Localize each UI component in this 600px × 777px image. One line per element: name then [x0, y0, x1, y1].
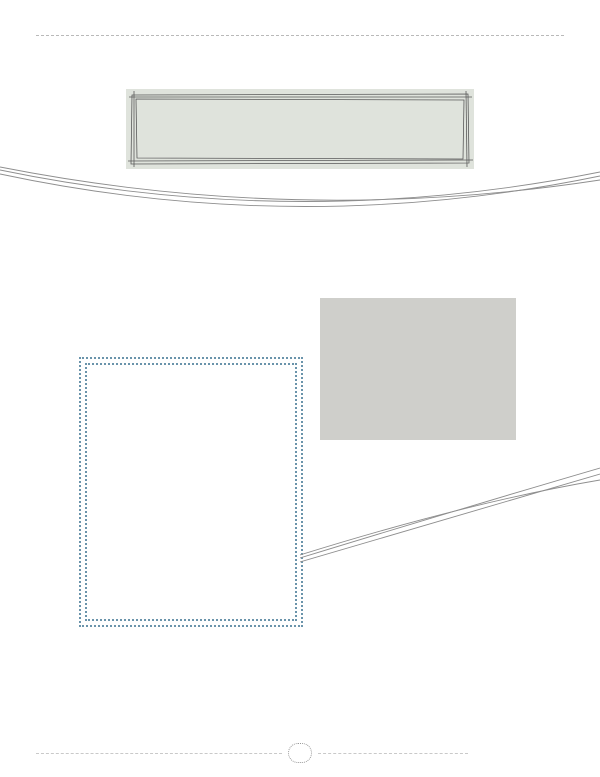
footer-divider-right: [318, 753, 468, 754]
footer-divider-left: [36, 753, 282, 754]
snowflake-garland-top: [0, 160, 600, 270]
title-banner: [126, 89, 474, 169]
scripture-quote-box: [320, 298, 516, 440]
banner-title: [175, 89, 426, 169]
page-number: [288, 743, 312, 763]
snowflake-garland-bottom: [300, 466, 600, 606]
section-kicker: [0, 29, 600, 48]
bless-pray-inner: [85, 363, 297, 621]
bless-pray-box: [79, 357, 303, 627]
